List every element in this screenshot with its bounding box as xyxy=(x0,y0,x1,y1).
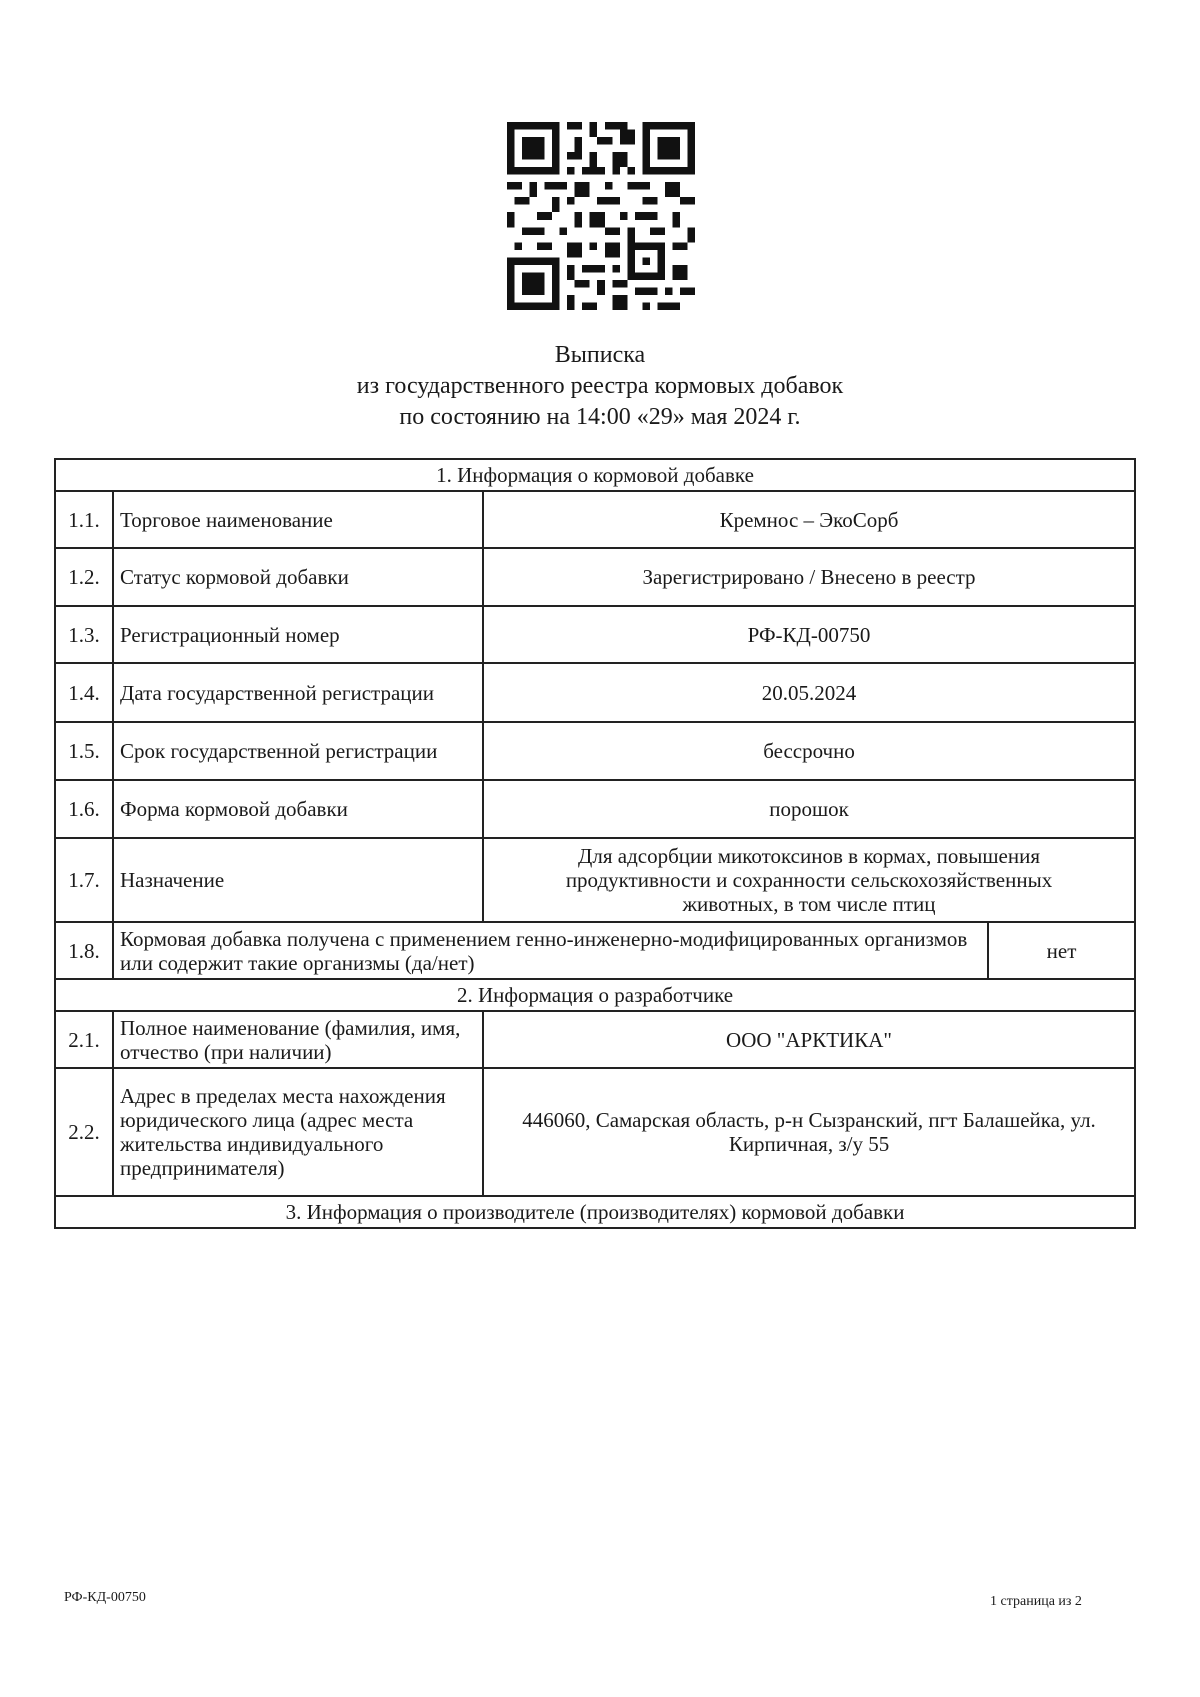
registry-table xyxy=(54,458,1136,1229)
table-row xyxy=(55,1068,1135,1196)
row-label: Форма кормовой добавки xyxy=(113,780,483,838)
row-value: бессрочно xyxy=(483,722,1135,780)
row-value: 446060, Самарская область, р-н Сызранский, пгт Балашейка, ул. Кирпичная, з/у 55 xyxy=(483,1068,1135,1196)
row-number: 1.7. xyxy=(55,838,113,922)
row-label: Адрес в пределах места нахождения юридического лица (адрес места жительства индивидуального предпринимателя) xyxy=(113,1068,483,1196)
table-row xyxy=(55,780,1135,838)
row-value: РФ-КД-00750 xyxy=(483,606,1135,663)
table-row xyxy=(55,838,1135,922)
section-header-row xyxy=(55,459,1135,491)
row-label: Полное наименование (фамилия, имя, отчество (при наличии) xyxy=(113,1011,483,1068)
table-row xyxy=(55,663,1135,722)
section-header-row xyxy=(55,1196,1135,1228)
row-number: 1.1. xyxy=(55,491,113,548)
title-line-2: из государственного реестра кормовых добавок xyxy=(356,373,844,399)
qr-code-icon xyxy=(507,122,695,310)
section-header-row xyxy=(55,979,1135,1011)
row-label: Дата государственной регистрации xyxy=(113,663,483,722)
row-value: порошок xyxy=(483,780,1135,838)
section-title: 3. Информация о производителе (производителях) кормовой добавки xyxy=(55,1196,1135,1228)
row-label: Назначение xyxy=(113,838,483,922)
section-title: 1. Информация о кормовой добавке xyxy=(55,459,1135,491)
row-label: Торговое наименование xyxy=(113,491,483,548)
row-value: нет xyxy=(988,922,1135,979)
row-number: 2.1. xyxy=(55,1011,113,1068)
table-row xyxy=(55,922,1135,979)
row-number: 1.6. xyxy=(55,780,113,838)
row-value: Для адсорбции микотоксинов в кормах, повышения продуктивности и сохранности сельскохозяйственных животных, в том числе птиц xyxy=(483,838,1135,922)
row-label: Регистрационный номер xyxy=(113,606,483,663)
document-title xyxy=(200,340,1000,433)
row-value: Кремнос – ЭкоСорб xyxy=(483,491,1135,548)
row-value: 20.05.2024 xyxy=(483,663,1135,722)
table-row xyxy=(55,722,1135,780)
row-number: 2.2. xyxy=(55,1068,113,1196)
row-number: 1.8. xyxy=(55,922,113,979)
table-row xyxy=(55,1011,1135,1068)
row-number: 1.2. xyxy=(55,548,113,606)
footer-reg-number: РФ-КД-00750 xyxy=(64,1590,146,1605)
row-number: 1.5. xyxy=(55,722,113,780)
row-label: Кормовая добавка получена с применением генно-инженерно-модифицированных организмов или содержит такие организмы (да/нет) xyxy=(113,922,988,979)
section-title: 2. Информация о разработчике xyxy=(55,979,1135,1011)
title-line-3: по состоянию на 14:00 «29» мая 2024 г. xyxy=(399,404,801,430)
row-number: 1.4. xyxy=(55,663,113,722)
footer-page-info: 1 страница из 2 xyxy=(990,1594,1082,1609)
table-row xyxy=(55,491,1135,548)
row-number: 1.3. xyxy=(55,606,113,663)
table-row xyxy=(55,606,1135,663)
title-line-1: Выписка xyxy=(554,342,646,368)
row-value: Зарегистрировано / Внесено в реестр xyxy=(483,548,1135,606)
table-row xyxy=(55,548,1135,606)
row-label: Статус кормовой добавки xyxy=(113,548,483,606)
row-value: ООО "АРКТИКА" xyxy=(483,1011,1135,1068)
row-label: Срок государственной регистрации xyxy=(113,722,483,780)
